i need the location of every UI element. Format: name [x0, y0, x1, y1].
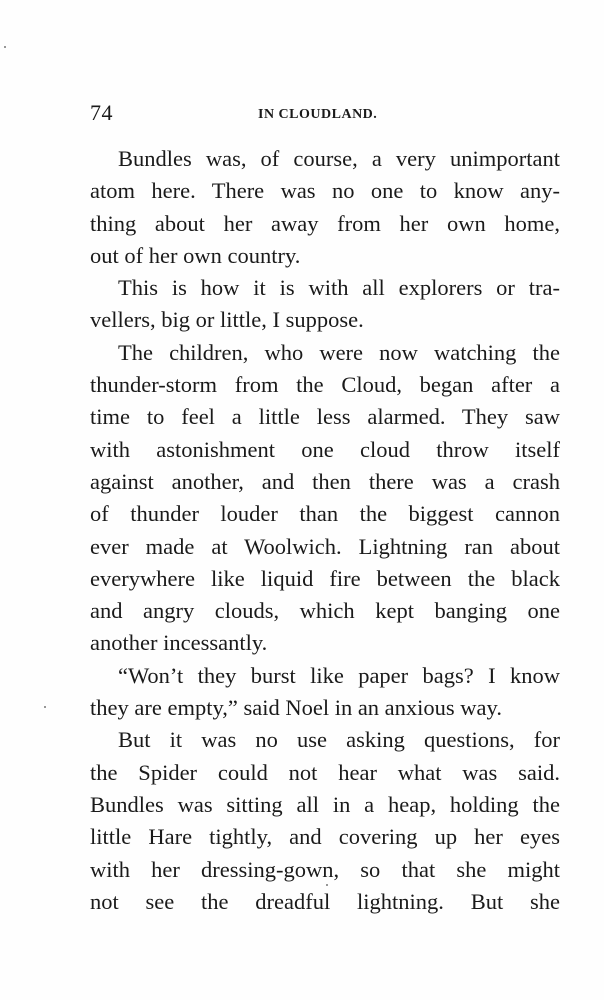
running-header: [90, 100, 560, 130]
text-line: against another, and then there was a crash: [90, 468, 560, 494]
text-line: with astonishment one cloud throw itself: [90, 436, 560, 462]
text-line: and angry clouds, which kept banging one: [90, 598, 560, 624]
page-speck: [44, 706, 46, 708]
text-line: little Hare tightly, and covering up her eyes: [90, 824, 560, 850]
text-line: they are empty,” said Noel in an anxious way.: [90, 695, 502, 721]
body-text: [90, 143, 560, 918]
text-line: But it was no use asking questions, for: [118, 727, 560, 753]
text-line: Bundles was, of course, a very unimportant: [118, 146, 560, 171]
page-speck: [4, 46, 6, 48]
text-line: out of her own country.: [90, 242, 301, 268]
text-line: The children, who were now watching the: [118, 339, 560, 365]
text-line: thunder-storm from the Cloud, began after a: [90, 372, 560, 398]
text-line: atom here. There was no one to know any-: [90, 178, 560, 204]
text-line: of thunder louder than the biggest cannon: [90, 501, 560, 527]
text-line: with her dressing-gown, so that she might: [90, 856, 560, 882]
text-line: everywhere like liquid fire between the black: [90, 565, 560, 591]
text-line: time to feel a little less alarmed. They saw: [90, 404, 560, 430]
text-line: thing about her away from her own home,: [90, 210, 560, 236]
text-line: ever made at Woolwich. Lightning ran about: [90, 533, 560, 559]
text-line: This is how it is with all explorers or tra-: [118, 275, 560, 301]
text-line: “Won’t they burst like paper bags? I know: [118, 662, 560, 688]
text-line: the Spider could not hear what was said.: [90, 759, 560, 785]
text-line: vellers, big or little, I suppose.: [90, 307, 364, 333]
text-line: not see the dreadful lightning. But she: [90, 888, 560, 914]
page-number: 74: [90, 100, 113, 125]
running-title: IN CLOUDLAND.: [258, 107, 378, 122]
text-line: another incessantly.: [90, 630, 268, 656]
text-line: Bundles was sitting all in a heap, holding the: [90, 791, 560, 817]
